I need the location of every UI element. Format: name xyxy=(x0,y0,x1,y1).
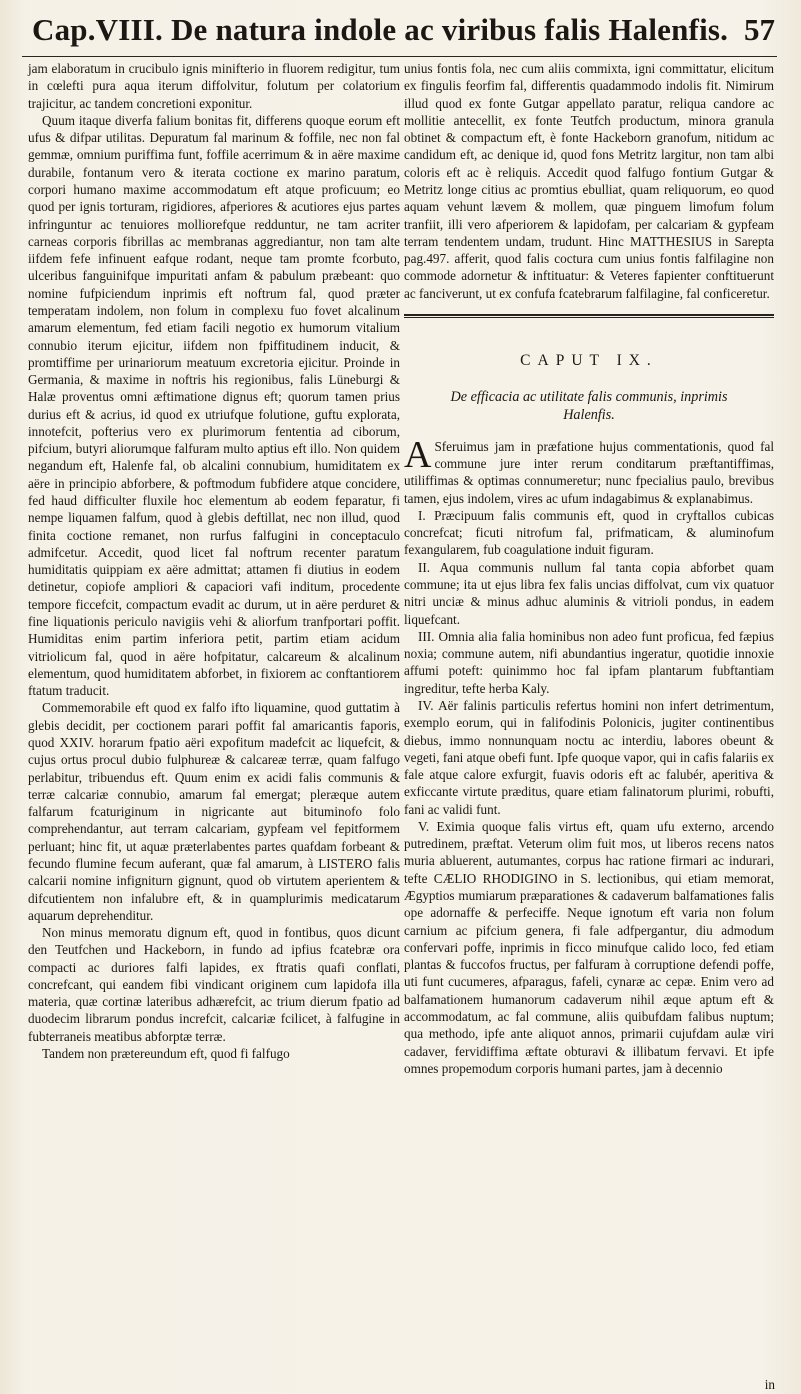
page-number: 57 xyxy=(744,12,775,47)
numbered-paragraph: II. Aqua communis nullum fal tanta copia abforbet quam commune; ita ut ejus libra fex falis uncias diffolvat, cum vix quatuor nitri unciæ & minus adhuc aluminis & vitrioli pondus, in eadem liquefcant. xyxy=(404,559,774,627)
paragraph: Commemorabile eft quod ex falfo ifto liquamine, quod guttatim à glebis decidit, per coctionem parari poffit fal amaricantis faporis, quod XXIV. horarum fpatio aëri expofitum madefcit ac liquefcit, & cujus ortus procul dubio fulphureæ & calcareæ terræ, quam falfugo perlabitur, tribuendus eft. Quum enim ex acidi falis communis & terræ calcariæ connubio, amarum fal emergat; pleræque autem falfarum fcaturiginum in nigricante aut bituminofo folo comprehendantur, aut terram calcariam, gypfeam vel fepitformem perluant; hinc fit, ut aquæ præterlabentes partes quafdam forbeant & fecundo flumine fecum auferant, quæ fal amarum, à LISTERO falis calcarii nomine infigniturn gignunt, quod ob virtutem aperientem & difcutientem non infalubre eft, & in quamplurimis medicatarum aquarum deprehenditur. xyxy=(28,700,400,923)
numbered-paragraph: III. Omnia alia falia hominibus non adeo funt proficua, fed fæpius noxia; commune autem, nifi abundantius ingeratur, quotidie innoxie affumi poteft: quinimmo hoc fal ipfam plantarum fubftantiam ingreditur, tefte herba Kaly. xyxy=(404,628,774,696)
numbered-paragraph: I. Præcipuum falis communis eft, quod in cryftallos cubicas concrefcat; ficuti nitrofum fal, prifmaticam, & aluminofum fexangularem, fub coagulatione induit figuram. xyxy=(404,507,774,558)
right-column xyxy=(404,60,774,1077)
left-column xyxy=(28,60,400,1380)
paragraph: Quum itaque diverfa falium bonitas fit, differens quoque eorum eft ufus & difpar utilitas. Depuratum fal marinum & foffile, nec non fal gemmæ, omnium puriffima funt, foffile acerrimum & in aëre maxime durabile, fontanum vero & iterata coctione ex marino paratum, corpori humano maxime accommodatum eft atque proficuum; eo quod per ignis torturam, rigidiores, afperiores & acutiores ejus partes infringuntur ac tenuiores molliorefque redduntur, ne tam acriter carneas corporis fibrillas ac membranas aggrediantur, non tam alte iifdem fefe infinuent eafque rodant, neque tam promte fcorbuto, ulceribus fanguinifque impuritati anfam & pabulum præbeant: quo nomine fufpiciendum inprimis eft noftrum fal, quod præter temperatam indolem, non folum in complexu fuo fovet alcalinum amarum elementum, fed etiam facili negotio ex humorum vitalium connubio iterum ejicitur, iifdem non fpiffitudinem inducit, & promtiffime per urinariorum meatuum excretoria ejicitur. Proinde in Germania, & maxime in noftris his regionibus, falis Lüneburgi & Halæ proventus omni æftimatione dignus eft; quorum tamen prius durius eft & acrius, id quod ex utriufque folutione, guftu explorata, innotefcit, pofterius vero ex plurimorum fententia ad ciborum, pifcium, butyri aliorumque falfuram multo aptius eft illo. Non quidem negandum eft, Halenfe fal, ob alcalini connubium, humiditatem ex aëre in principio abforbere, & poftmodum fubfidere atque concidere, fed haud difficulter fluxile hoc elementum ab eodem feparatur, fi nempe liquamen falfum, quod à glebis deftillat, nec non illud, quod finita coctione remanet, non rurfus falfugini in conceptaculo admifcetur. Accedit, quod licet fal noftrum recenter paratum humiditatis quippiam ex aëre admittat; attamen fi diutius in eodem detinetur, copiofe ampliori & capaciori vafi inditum, procedente tempore ficcefcit, compactum evadit ac durum, ut in aëre perduret & fine liquationis periculo navigiis vehi & aliorfum tranfportari poffit. Humiditas enim partim inferiora petit, partim etiam acidum vitriolicum fal, quod in aëre hofpitatur, calcareum & alcalinum elementum, quod humiditatem abforbet, in fixiorem ac conftantiorem ftatum traducit. xyxy=(28,112,400,699)
chapter-heading: CAPUT IX. xyxy=(520,352,658,370)
numbered-paragraph: V. Eximia quoque falis virtus eft, quam ufu externo, arcendo putredinem, præftat. Veterum olim fuit mos, ut liberos recens natos muria abluerent, autumantes, corpus hac ratione firmari ac indurari, tefte CÆLIO RHODIGINO in S. lectionibus, qui etiam memorat, Ægyptios mumiarum præparationes & cadaverum balfamationes falis ope adornaffe & perfeciffe. Neque ignotum eft varia non folum carnium ac pifcium genera, fi fale adfpergantur, diu admodum confervari poffe, inprimis in ficco minufque calido loco, fed etiam plantas & fuccofos fructus, per falfuram à corruptione defendi poffe, uti funt cucumeres, afparagus, fafeli, cynaræ ac cepæ. Enim vero ad balfamationem humanorum cadaverum nihil æque aptum eft & accommodatum, ac fal commune, aliis quibufdam falibus nuptum; qua methodo, ipfe ante aliquot annos, primarii cujufdam aulæ viri cadaver, fervidiffima æftate obturavi & illibatum fervavi. Et ipfe omnes propemodum corporis humani partes, jam à decennio xyxy=(404,818,774,1076)
chapter-subtitle: De efficacia ac utilitate falis communis, inprimis Halenfis. xyxy=(450,388,728,423)
numbered-paragraph: IV. Aër falinis particulis refertus homini non infert detrimentum, exemplo eorum, qui in falifodinis Polonicis, jugiter continentibus diebus, immo nonnunquam noctu ac interdiu, labores obeunt & vegeti, fani atque obefi funt. Ipfe quoque vapor, qui in cafis falariis ex fale atque calore exfurgit, fuavis odoris eft ac falubér, aperitiva & exficcante virtute præditus, quare etiam falinatorum plurimi, robufti, fani ac validi funt. xyxy=(404,697,774,817)
paragraph: jam elaboratum in crucibulo ignis minifterio in fluorem redigitur, tum in cœlefti pura aqua iterum diffolvitur, folutum per colatorium trajicitur, ac tandem concretioni exponitur. xyxy=(28,61,400,111)
paragraph: Non minus memoratu dignum eft, quod in fontibus, quos dicunt den Teutfchen und Hackeborn, in fundo ad ipfius fcatebræ ora compacti ac duriores falfi lapides, ex ftratis quafi conflati, concrefcant, qui eandem fibi vindicant originem cum lapidofa illa materia, quæ cortinæ lateribus adhærefcit, ac trium dierum fpatio ad duodecim librarum pondus increfcit, calcariæ fcilicet, à falfugine in fubterraneis meatibus abforptæ terræ. xyxy=(28,925,400,1044)
running-title: Cap.VIII. De natura indole ac viribus falis Halenfis. xyxy=(32,12,729,47)
paragraph: unius fontis fola, nec cum aliis commixta, igni committatur, elicitum ex fingulis feorfim fal, differentis quadammodo indolis fit. Nimirum illud quod ex fonte Gutgar appellato paratur, reliqua candore ac mollitie antecellit, ex fonte Teutfch productum, minora granula obtinet & compactum eft, è fonte Hackeborn granofum, nitidum ac candidum eft, ac denique id, quod fons Metritz largitur, non tam albi coloris eft ac è reliquis. Accedit quod falfugo fontium Gutgar & Metritz longe citius ac promtius ebulliat, quam reliquorum, eo quod aquam vehunt lævem & mollem, quæ pinguem limofum folum tranfiit, illi vero afperiorem & lapidofam, per calcariam & gypfeam terram tendentem undam, trudunt. Hinc MATTHESIUS in Sarepta pag.497. afferit, quod falis coctura cum unius fontis falfilagine non commode adornetur & inftituatur: & Veteres fapienter conftituerunt ac fanciverunt, ut ex confufa fcatebrarum falfilagine, fal conficeretur. xyxy=(404,61,774,301)
catchword: in xyxy=(764,1377,775,1392)
paragraph-text: Sferuimus jam in præfatione hujus commentationis, quod fal commune jure inter rerum conditarum præftantiffimas, utiliffimas & optimas connumeretur; nunc fpecialius paulo, brevibus tamen, ejus indolem, vires ac ufum indagabimus & explanabimus. xyxy=(404,438,774,506)
page-header xyxy=(22,8,777,57)
initial-letter: A xyxy=(404,433,432,476)
chapter-divider xyxy=(404,314,774,319)
chapter-first-paragraph xyxy=(404,433,774,507)
paragraph: Tandem non prætereundum eft, quod fi falfugo xyxy=(42,1046,290,1062)
